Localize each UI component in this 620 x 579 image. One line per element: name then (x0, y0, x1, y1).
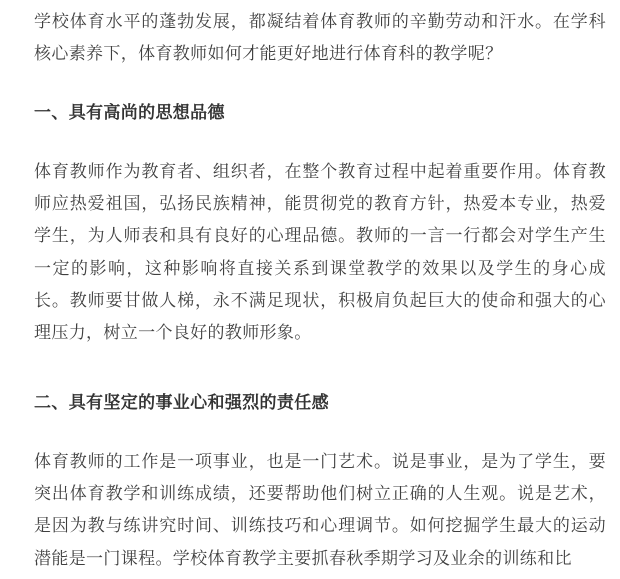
intro-paragraph: 学校体育水平的蓬勃发展，都凝结着体育教师的辛勤劳动和汗水。在学科核心素养下，体育教师如何才能更好地进行体育科的教学呢？ (34, 12, 606, 65)
section-heading-moral: 一、具有高尚的思想品德 (34, 103, 225, 123)
section-paragraph-moral: 体育教师作为教育者、组织者，在整个教育过程中起着重要作用。体育教师应热爱祖国，弘扬民族精神，能贯彻党的教育方针，热爱本专业，热爱学生，为人师表和具有良好的心理品德。教师的一言一行都会对学生产生一定的影响，这种影响将直接关系到课堂教学的效果以及学生的身心成长。教师要甘做人梯，永不满足现状，积极肩负起巨大的使命和强大的心理压力，树立一个良好的教师形象。 (34, 162, 606, 344)
section-heading-responsibility: 二、具有坚定的事业心和强烈的责任感 (34, 393, 329, 413)
section-paragraph-responsibility: 体育教师的工作是一项事业，也是一门艺术。说是事业，是为了学生，要突出体育教学和训练成绩，还要帮助他们树立正确的人生观。说是艺术，是因为教与练讲究时间、训练技巧和心理调节。如何挖掘学生最大的运动潜能是一门课程。学校体育教学主要抓春秋季期学习及业余的训练和比 (34, 452, 606, 569)
